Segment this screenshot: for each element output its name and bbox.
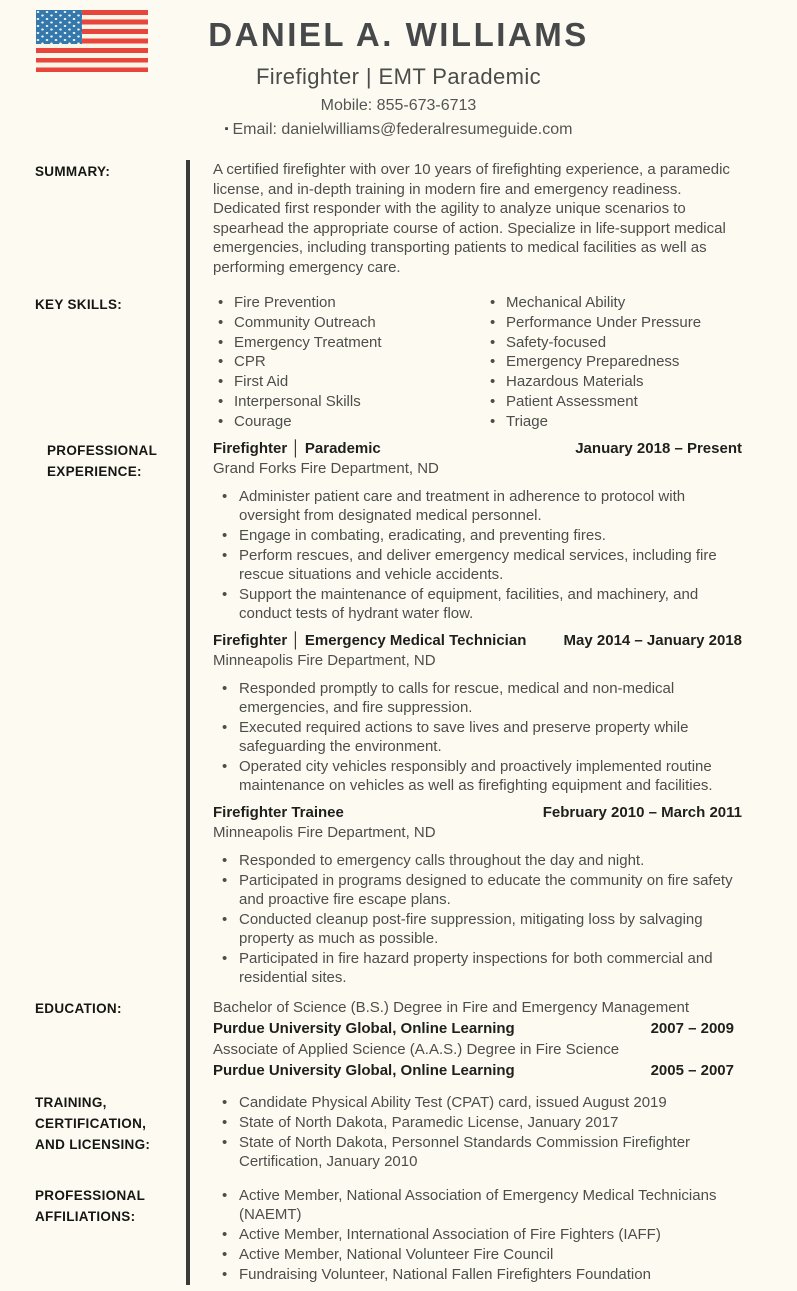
skill-item: • Mechanical Ability bbox=[490, 293, 701, 313]
job-bullet: • Operated city vehicles responsibly and proactively implemented routine maintenance on vehicles as well as firefighting equipment and facilities. bbox=[222, 757, 742, 795]
job-entry bbox=[213, 803, 742, 987]
section-affiliations bbox=[0, 1184, 797, 1285]
page-title: DANIEL A. WILLIAMS bbox=[208, 16, 589, 53]
job-title: Firefighter │ Parademic bbox=[213, 439, 381, 457]
resume-header bbox=[0, 0, 797, 140]
training-bullet: • State of North Dakota, Paramedic License, January 2017 bbox=[222, 1113, 742, 1132]
affiliation-bullet: • Active Member, International Association of Fire Fighters (IAFF) bbox=[222, 1225, 742, 1244]
job-company: Minneapolis Fire Department, ND bbox=[213, 651, 436, 669]
training-content bbox=[186, 1091, 797, 1184]
job-company: Minneapolis Fire Department, ND bbox=[213, 823, 436, 841]
education-content bbox=[186, 997, 797, 1091]
email-text: Email: danielwilliams@federalresumeguide.com bbox=[232, 121, 573, 138]
education-entry bbox=[213, 1039, 742, 1081]
experience-label: PROFESSIONAL EXPERIENCE: bbox=[47, 442, 157, 479]
job-bullet: • Conducted cleanup post-fire suppression, mitigating loss by salvaging property as much as possible. bbox=[222, 910, 742, 948]
skills-left-column bbox=[213, 293, 485, 432]
job-dates: May 2014 – January 2018 bbox=[563, 631, 742, 649]
affiliation-bullet: • Active Member, National Association of Emergency Medical Technicians (NAEMT) bbox=[222, 1186, 742, 1224]
skill-item: • Emergency Preparedness bbox=[490, 352, 701, 372]
job-dates: February 2010 – March 2011 bbox=[542, 803, 742, 821]
job-bullet: • Responded promptly to calls for rescue, medical and non-medical emergencies, and fire suppression. bbox=[222, 679, 742, 717]
job-dates: January 2018 – Present bbox=[575, 439, 742, 457]
degree-text: Bachelor of Science (B.S.) Degree in Fire and Emergency Management bbox=[213, 998, 690, 1016]
skill-item: • Safety-focused bbox=[490, 333, 701, 353]
education-dates: 2007 – 2009 bbox=[650, 1019, 734, 1037]
skill-item: • First Aid bbox=[218, 372, 485, 392]
affiliations-content bbox=[186, 1184, 797, 1285]
training-bullet: • State of North Dakota, Personnel Standards Commission Firefighter Certification, January 2010 bbox=[222, 1133, 742, 1171]
section-experience bbox=[0, 439, 797, 997]
job-bullet-list bbox=[213, 849, 742, 987]
job-title: Firefighter Trainee bbox=[213, 803, 344, 821]
affiliation-bullet: • Fundraising Volunteer, National Fallen Firefighters Foundation bbox=[222, 1265, 742, 1284]
skill-item: • Performance Under Pressure bbox=[490, 313, 701, 333]
job-bullet: • Engage in combating, eradicating, and preventing fires. bbox=[222, 526, 742, 545]
affiliation-bullet-list bbox=[213, 1184, 742, 1284]
summary-label: SUMMARY: bbox=[35, 164, 111, 179]
job-company: Grand Forks Fire Department, ND bbox=[213, 459, 439, 477]
job-bullet: • Perform rescues, and deliver emergency medical services, including fire rescue situations and vehicle accidents. bbox=[222, 546, 742, 584]
section-key-skills bbox=[0, 293, 797, 439]
job-bullet-list bbox=[213, 485, 742, 623]
skill-item: • CPR bbox=[218, 352, 485, 372]
key-skills-content bbox=[186, 293, 797, 439]
affiliation-bullet: • Active Member, National Volunteer Fire Council bbox=[222, 1245, 742, 1264]
skill-item: • Patient Assessment bbox=[490, 392, 701, 412]
skill-item: • Fire Prevention bbox=[218, 293, 485, 313]
job-bullet: • Responded to emergency calls throughout the day and night. bbox=[222, 851, 742, 870]
us-flag-canton bbox=[36, 10, 82, 44]
section-education bbox=[0, 997, 797, 1091]
job-bullet: • Executed required actions to save lives and preserve property while safeguarding the environment. bbox=[222, 718, 742, 756]
job-bullet: • Administer patient care and treatment in adherence to protocol with oversight from designated medical personnel. bbox=[222, 487, 742, 525]
school-name: Purdue University Global, Online Learning bbox=[213, 1061, 515, 1079]
section-training bbox=[0, 1091, 797, 1184]
job-bullet: • Support the maintenance of equipment, facilities, and machinery, and conduct tests of hydrant water flow. bbox=[222, 585, 742, 623]
key-skills-label: KEY SKILLS: bbox=[35, 297, 123, 312]
job-title-subtitle: Firefighter | EMT Parademic bbox=[255, 64, 542, 89]
training-bullet: • Candidate Physical Ability Test (CPAT) card, issued August 2019 bbox=[222, 1093, 742, 1112]
training-label: TRAINING, CERTIFICATION, AND LICENSING: bbox=[35, 1094, 151, 1152]
email-line bbox=[0, 119, 797, 140]
section-summary bbox=[0, 160, 797, 293]
skill-item: • Triage bbox=[490, 412, 701, 432]
resume-body bbox=[0, 160, 797, 1285]
square-bullet-icon: ▪ bbox=[224, 123, 229, 135]
skill-item: • Community Outreach bbox=[218, 313, 485, 333]
degree-text: Associate of Applied Science (A.A.S.) Degree in Fire Science bbox=[213, 1040, 620, 1058]
education-entry bbox=[213, 997, 742, 1039]
job-bullet-list bbox=[213, 677, 742, 795]
training-bullet-list bbox=[213, 1091, 742, 1171]
job-entry bbox=[213, 631, 742, 795]
skill-item: • Interpersonal Skills bbox=[218, 392, 485, 412]
affiliations-label: PROFESSIONAL AFFILIATIONS: bbox=[35, 1187, 145, 1224]
job-title: Firefighter │ Emergency Medical Technician bbox=[213, 631, 527, 649]
skill-item: • Courage bbox=[218, 412, 485, 432]
job-entry bbox=[213, 439, 742, 623]
skill-item: • Hazardous Materials bbox=[490, 372, 701, 392]
skills-right-column bbox=[485, 293, 701, 432]
us-flag-icon bbox=[36, 10, 148, 72]
experience-content bbox=[186, 439, 797, 997]
summary-content bbox=[186, 160, 797, 293]
summary-text: A certified firefighter with over 10 years of firefighting experience, a paramedic license, and in-depth training in modern fire and emergency readiness. Dedicated first responder with the agility to analyze unique scenarios to spearhead the appropriate course of action. Specialize in life-support medical emergencies, including transporting patients to medical facilities as well as performing emergency care. bbox=[213, 161, 730, 276]
mobile-line: Mobile: 855-673-6713 bbox=[320, 97, 477, 114]
education-dates: 2005 – 2007 bbox=[650, 1061, 734, 1079]
skill-item: • Emergency Treatment bbox=[218, 333, 485, 353]
job-bullet: • Participated in programs designed to educate the community on fire safety and proactive fire escape plans. bbox=[222, 871, 742, 909]
school-name: Purdue University Global, Online Learning bbox=[213, 1019, 515, 1037]
education-label: EDUCATION: bbox=[35, 1000, 122, 1016]
job-bullet: • Participated in fire hazard property inspections for both commercial and residential sites. bbox=[222, 949, 742, 987]
